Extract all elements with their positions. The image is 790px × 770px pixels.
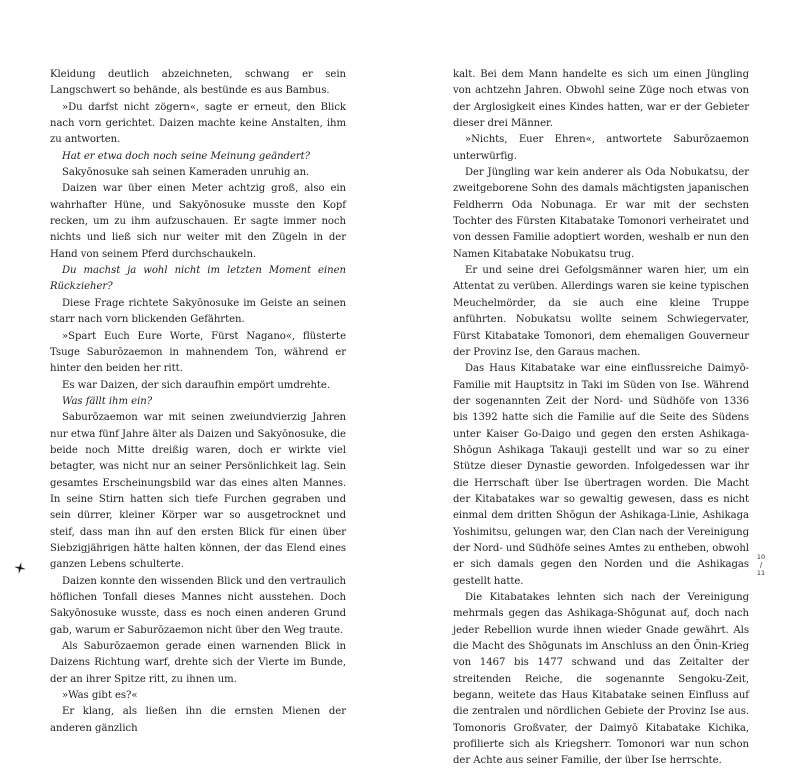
- paragraph-italic: Hat er etwa doch noch seine Meinung geändert?: [62, 150, 311, 162]
- paragraph: kalt. Bei dem Mann handelte es sich um einen Jüngling von achtzehn Jahren. Obwohl seine Züge noch etwas von der Arglosigkeit eines Kindes hatten, war er der Gebieter dieser drei Männer.: [453, 69, 749, 130]
- paragraph: Sakyōnosuke sah seinen Kameraden unruhig an.: [62, 167, 310, 179]
- paragraph: Als Saburōzaemon gerade einen warnenden Blick in Daizens Richtung warf, drehte sich der Vierte im Bunde, der an ihrer Spitze ritt, zu ihnen um.: [50, 641, 346, 685]
- paragraph: Diese Frage richtete Sakyōnosuke im Geiste an seinen starr nach vorn blickenden Gefährten.: [50, 297, 346, 326]
- paragraph-italic: Du machst ja wohl nicht im letzten Moment einen Rückzieher?: [50, 265, 346, 293]
- page-number-separator: /: [759, 561, 763, 569]
- paragraph: Daizen konnte den wissenden Blick und den vertraulich höflichen Tonfall dieses Mannes nicht ausstehen. Doch Sakyōnosuke wusste, dass es noch einen anderen Grund gab, warum er Saburōzaemon nicht über den Weg traute.: [50, 575, 346, 636]
- paragraph: Er klang, als ließen ihn die ernsten Mienen der anderen gänzlich: [50, 706, 346, 734]
- paragraph: »Was gibt es?«: [62, 690, 138, 702]
- paragraph: Die Kitabatakes lehnten sich nach der Vereinigung mehrmals gegen das Ashikaga-Shōgunat auf, doch nach jeder Rebellion wurde ihnen wieder Gnade gewährt. Als die Macht des Shōgunats im Anschluss an den Ōnin-Krieg von 1467 bis 1477 schwand und das Zeitalter der streitenden Reiche, die sogenannte Sengoku-Zeit, begann, weitete das Haus Kitabatake seinen Einfluss auf die zentralen und nördlichen Gebiete der Provinz Ise aus. Tomonoris Großvater, der Daimyō Kitabatake Kichika, profilierte sich als Kriegsherr. Tomonori war nun schon der Achte aus seiner Familie, der über Ise herrschte.: [453, 592, 749, 767]
- paragraph: Es war Daizen, der sich daraufhin empört umdrehte.: [62, 379, 330, 391]
- paragraph-italic: Was fällt ihm ein?: [62, 395, 153, 407]
- paragraph: Der Jüngling war kein anderer als Oda Nobukatsu, der zweitgeborene Sohn des damals mächtigsten japanischen Feldherrn Oda Nobunaga. Er war mit der sechsten Tochter des Fürsten Kitabatake Tomonori verheiratet und von dessen Familie adoptiert worden, weshalb er nun den Namen Kitabatake Nobukatsu trug.: [453, 167, 749, 260]
- paragraph: »Spart Euch Eure Worte, Fürst Nagano«, flüsterte Tsuge Saburōzaemon in mahnendem Ton, während er hinter den beiden her ritt.: [50, 330, 346, 375]
- right-page-text: [453, 67, 749, 770]
- left-page-text: [50, 67, 346, 737]
- paragraph: Kleidung deutlich abzeichneten, schwang er sein Langschwert so behände, als bestünde es aus Bambus.: [50, 69, 346, 97]
- paragraph: Saburōzaemon war mit seinen zweiundvierzig Jahren nur etwa fünf Jahre älter als Daizen und Sakyōnosuke, die beide noch Mitte dreißig waren, doch er wirkte viel betagter, was nicht nur an seiner Persönlichkeit lag. Sein gesamtes Erscheinungsbild war das eines alten Mannes. In seine Stirn hatten sich tiefe Furchen gegraben und sein dürrer, kleiner Körper war so ausgetrocknet und steif, dass man ihn auf den ersten Blick für einen über Siebzigjährigen hätte halten können, der das Elend eines ganzen Lebens schulterte.: [50, 412, 346, 571]
- paragraph: »Du darfst nicht zögern«, sagte er erneut, den Blick nach vorn gerichtet. Daizen machte keine Anstalten, ihm zu antworten.: [50, 101, 346, 146]
- paragraph: Er und seine drei Gefolgsmänner waren hier, um ein Attentat zu verüben. Allerdings waren sie keine typischen Meuchelmörder, da sie auch eine kleine Truppe anführten. Nobukatsu wollte seinem Schwiegervater, Fürst Kitabatake Tomonori, dem ehemaligen Gouverneur der Provinz Ise, den Garaus machen.: [453, 265, 749, 358]
- page-number-left: 10: [756, 553, 766, 561]
- paragraph: Das Haus Kitabatake war eine einflussreiche Daimyō-Familie mit Hauptsitz in Taki im Süden von Ise. Während der sogenannten Zeit der Nord- und Südhöfe von 1336 bis 1392 hatte sich die Familie auf die Seite des Südens unter Kaiser Go-Daigo und gegen den ersten Ashikaga-Shōgun Ashikaga Takauji gestellt und war so zu einer Stütze dieser Dynastie geworden. Infolgedessen war ihr die Herrschaft über Ise übertragen worden. Die Macht der Kitabatakes war so gewaltig gewesen, dass es nicht einmal dem dritten Shōgun der Ashikaga-Linie, Ashikaga Yoshimitsu, gelungen war, den Clan nach der Vereinigung der Nord- und Südhöfe seines Amtes zu entheben, obwohl er sich damals gegen den Norden und die Ashikagas gestellt hatte.: [453, 363, 749, 587]
- paragraph: Daizen war über einen Meter achtzig groß, also ein wahrhafter Hüne, und Sakyōnosuke musste den Kopf recken, um zu ihm aufzuschauen. Er sagte immer noch nichts und ließ sich nur weiter mit den Zügeln in der Hand von seinem Pferd durchschaukeln.: [50, 183, 346, 260]
- star-icon: [14, 562, 26, 574]
- page-number-indicator: [754, 553, 768, 577]
- page-number-right: 11: [756, 569, 766, 577]
- paragraph: »Nichts, Euer Ehren«, antwortete Saburōzaemon unterwürfig.: [453, 134, 749, 162]
